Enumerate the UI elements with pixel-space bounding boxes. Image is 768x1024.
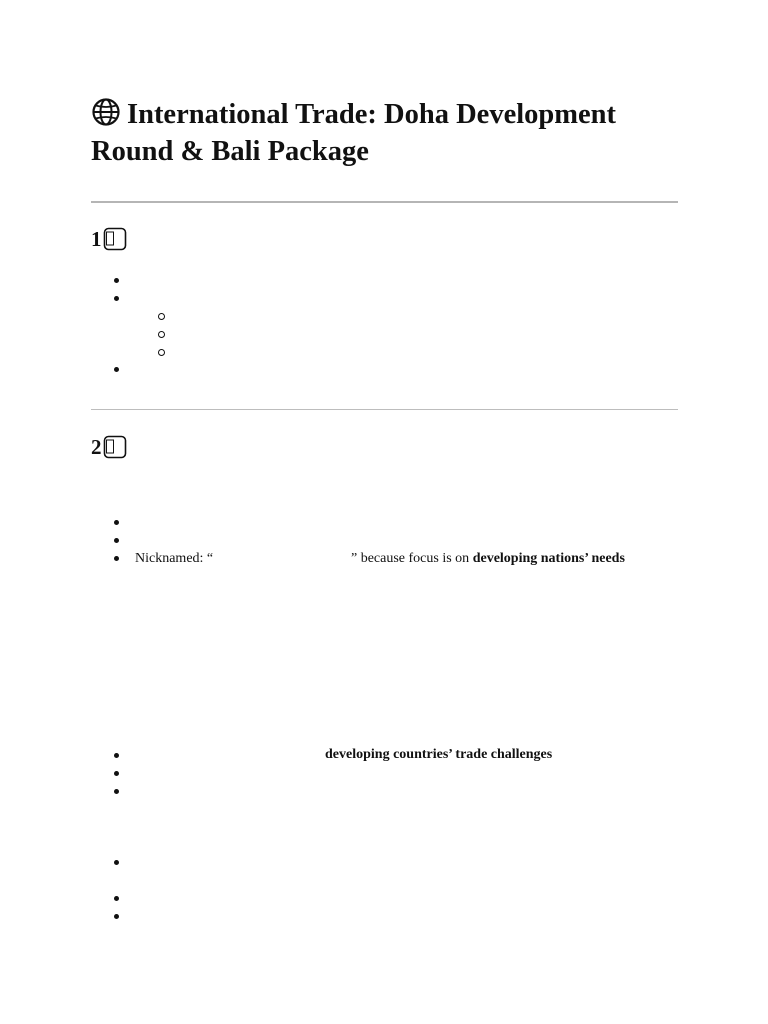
list-item [114,860,119,865]
section-2-heading [91,434,127,460]
keycap-icon [103,435,127,459]
list-item [114,538,119,543]
list-item [114,914,119,919]
challenges-bold-text: developing countries’ trade challenges [325,747,553,762]
page-title-text: International Trade: Doha Development Round & Bali Package [91,99,616,167]
list-item [114,789,119,794]
keycap-icon [103,227,127,251]
sub-list-item [158,331,165,338]
section-1-heading [91,226,127,252]
list-item [114,896,119,901]
list-item [114,278,119,283]
section-2-number: 2 [91,435,102,459]
nickname-suffix: ” because focus is on [351,551,470,566]
list-item [114,771,119,776]
sub-list-item [158,313,165,320]
divider [91,201,678,203]
list-item [114,753,119,758]
page-title [91,96,691,170]
globe-icon [91,97,121,127]
list-item [114,296,119,301]
nickname-bold-text: developing nations’ needs [472,551,625,566]
nickname-text [351,550,625,568]
nickname-prefix: Nicknamed: “ [135,551,214,566]
section-1-number: 1 [91,227,102,251]
list-item [114,367,119,372]
list-item [114,520,119,525]
list-item [114,556,119,561]
sub-list-item [158,349,165,356]
divider [91,409,678,410]
